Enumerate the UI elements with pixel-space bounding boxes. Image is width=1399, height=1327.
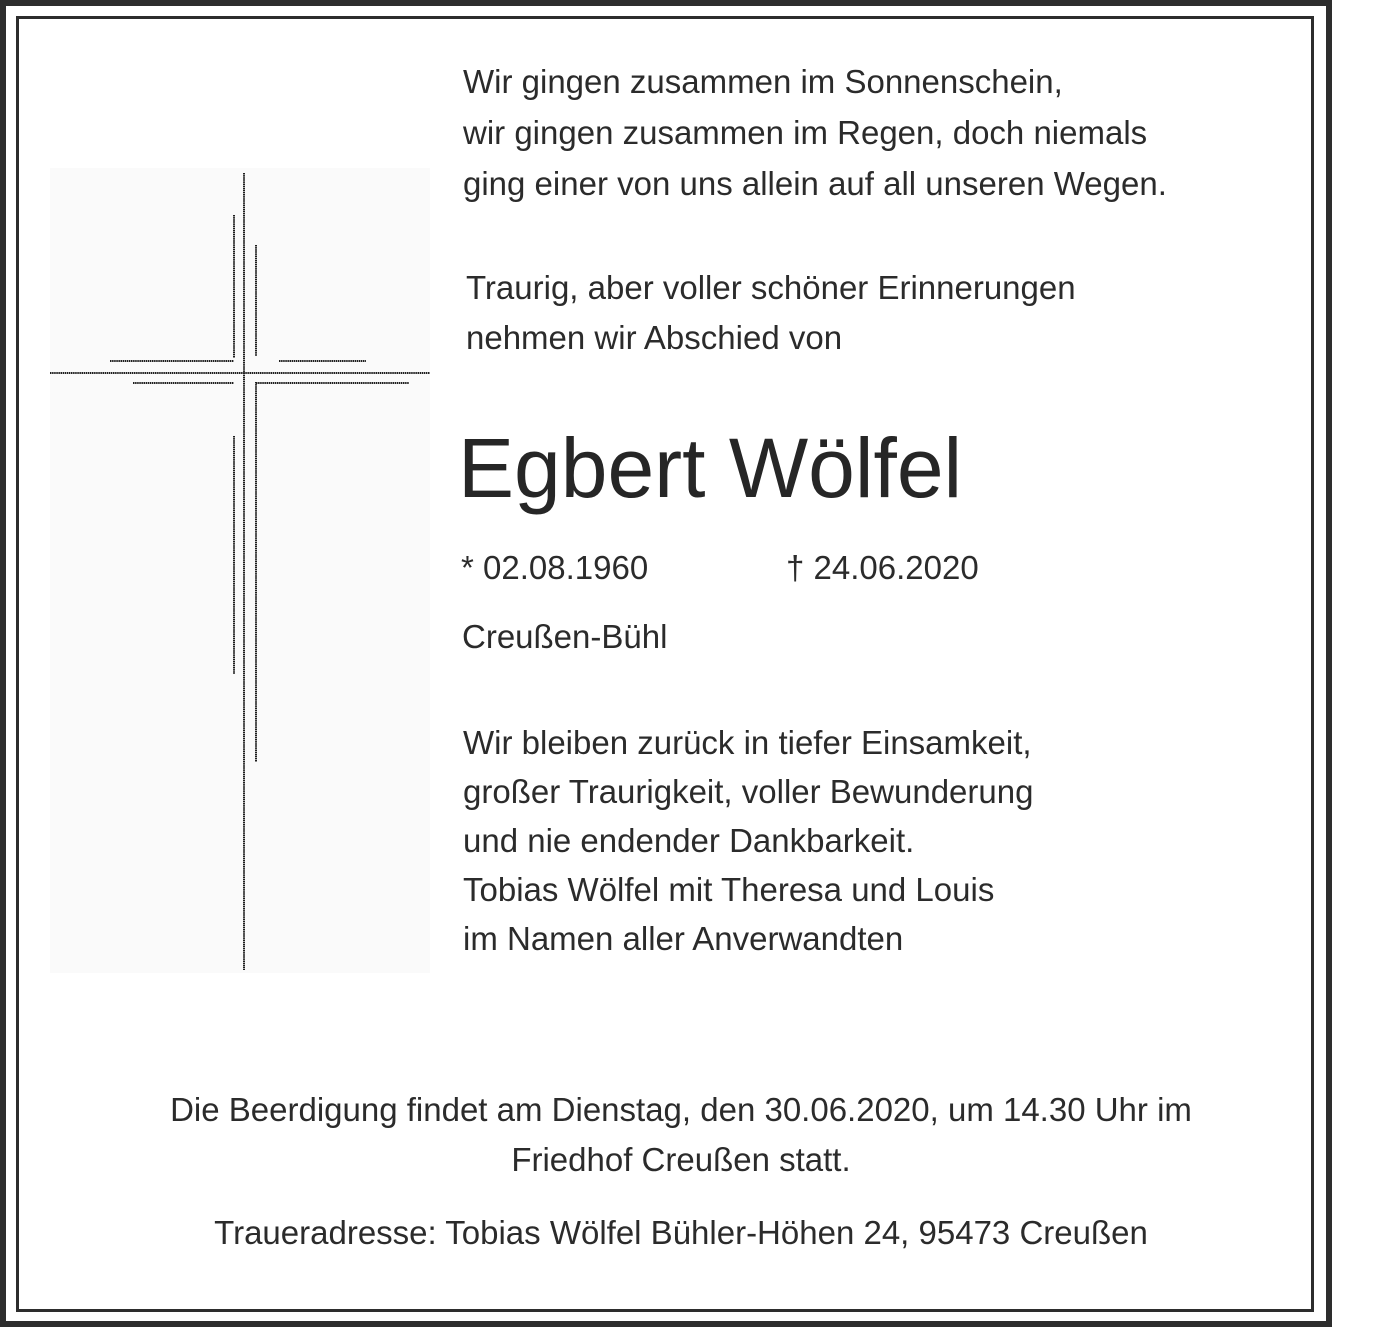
poem-line: wir gingen zusammen im Regen, doch niemals	[463, 114, 1148, 151]
funeral-line: Die Beerdigung findet am Dienstag, den 30.06.2020, um 14.30 Uhr im	[170, 1091, 1192, 1128]
intro-line: nehmen wir Abschied von	[466, 319, 843, 356]
place-of-residence: Creußen-Bühl	[462, 618, 668, 655]
closing-line: im Namen aller Anverwandten	[463, 920, 904, 957]
closing-line: Wir bleiben zurück in tiefer Einsamkeit,	[463, 724, 1032, 761]
closing-line: Tobias Wölfel mit Theresa und Louis	[463, 871, 995, 908]
mourning-address: Traueradresse: Tobias Wölfel Bühler-Höhen 24, 95473 Creußen	[214, 1214, 1148, 1251]
funeral-line: Friedhof Creußen statt.	[511, 1141, 851, 1178]
deceased-name: Egbert Wölfel	[458, 421, 963, 515]
death-date: † 24.06.2020	[786, 549, 979, 586]
cross-icon	[50, 168, 430, 973]
intro-line: Traurig, aber voller schöner Erinnerungen	[466, 269, 1076, 306]
birth-date: * 02.08.1960	[461, 549, 649, 586]
funeral-notice	[60, 1085, 1302, 1185]
intro-text	[466, 263, 1076, 363]
closing-line: großer Traurigkeit, voller Bewunderung	[463, 773, 1034, 810]
poem-line: Wir gingen zusammen im Sonnenschein,	[463, 63, 1063, 100]
poem-line: ging einer von uns allein auf all unseren Wegen.	[463, 165, 1167, 202]
poem	[463, 56, 1167, 209]
closing-text	[463, 718, 1033, 963]
closing-line: und nie endender Dankbarkeit.	[463, 822, 915, 859]
